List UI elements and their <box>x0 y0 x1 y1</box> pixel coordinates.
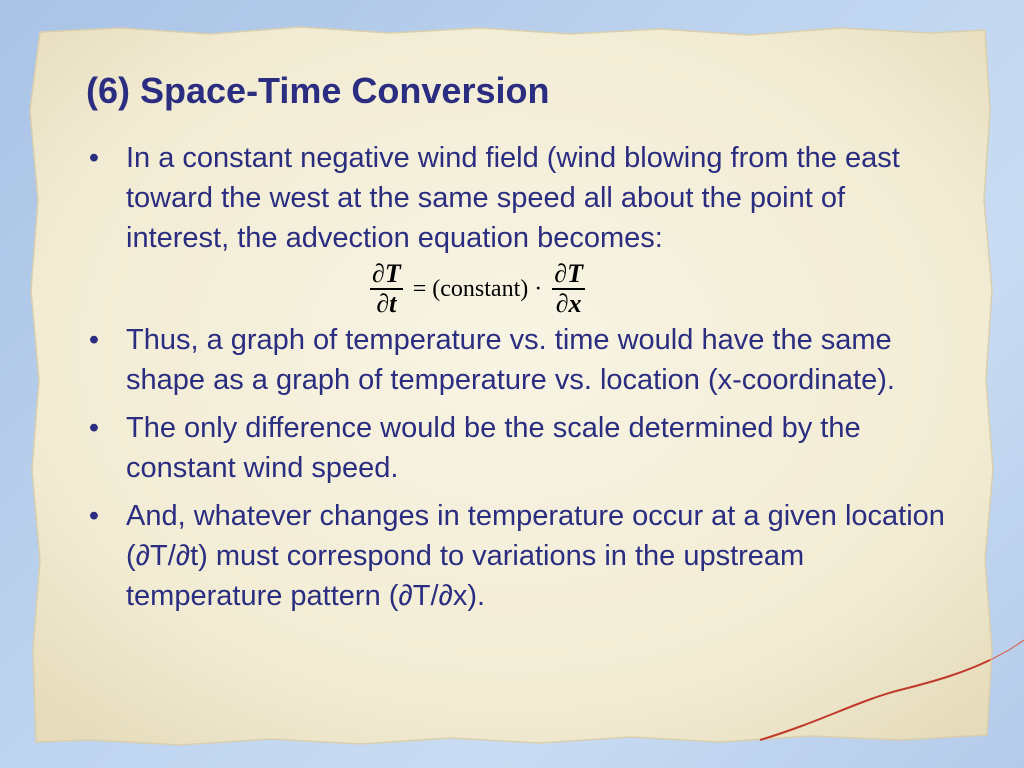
bullet-marker: • <box>88 142 100 174</box>
lhs-numerator: ∂T <box>372 259 401 289</box>
advection-equation <box>84 258 954 320</box>
lhs-denominator: ∂t <box>376 288 397 318</box>
bullet-item <box>84 320 954 400</box>
bullet-text: Thus, a graph of temperature vs. time would have the same shape as a graph of temperature vs. location (x-coordinate). <box>126 324 895 396</box>
bullet-item <box>84 496 954 616</box>
constant-coefficient: (constant) <box>432 275 529 302</box>
rhs-fraction <box>552 260 585 318</box>
slide-title: (6) Space-Time Conversion <box>86 70 550 111</box>
rhs-numerator: ∂T <box>554 259 583 289</box>
multiply-dot: · <box>534 275 543 302</box>
rhs-denominator: ∂x <box>555 288 582 318</box>
bullet-item <box>84 408 954 488</box>
lhs-fraction <box>370 260 403 318</box>
bullet-item <box>84 138 954 258</box>
bullet-marker: • <box>88 500 100 532</box>
equals-sign: = <box>412 275 427 302</box>
bullet-text: And, whatever changes in temperature occur at a given location (∂T/∂t) must correspond to variations in the upstream temperature pattern (∂T/∂x). <box>126 500 945 612</box>
bullet-text: In a constant negative wind field (wind blowing from the east toward the west at the same speed all about the point of interest, the advection equation becomes: <box>126 142 900 254</box>
bullet-list <box>84 138 954 616</box>
bullet-marker: • <box>88 324 100 356</box>
bullet-text: The only difference would be the scale determined by the constant wind speed. <box>126 412 861 484</box>
red-string-tail <box>990 640 1024 660</box>
bullet-marker: • <box>88 412 100 444</box>
